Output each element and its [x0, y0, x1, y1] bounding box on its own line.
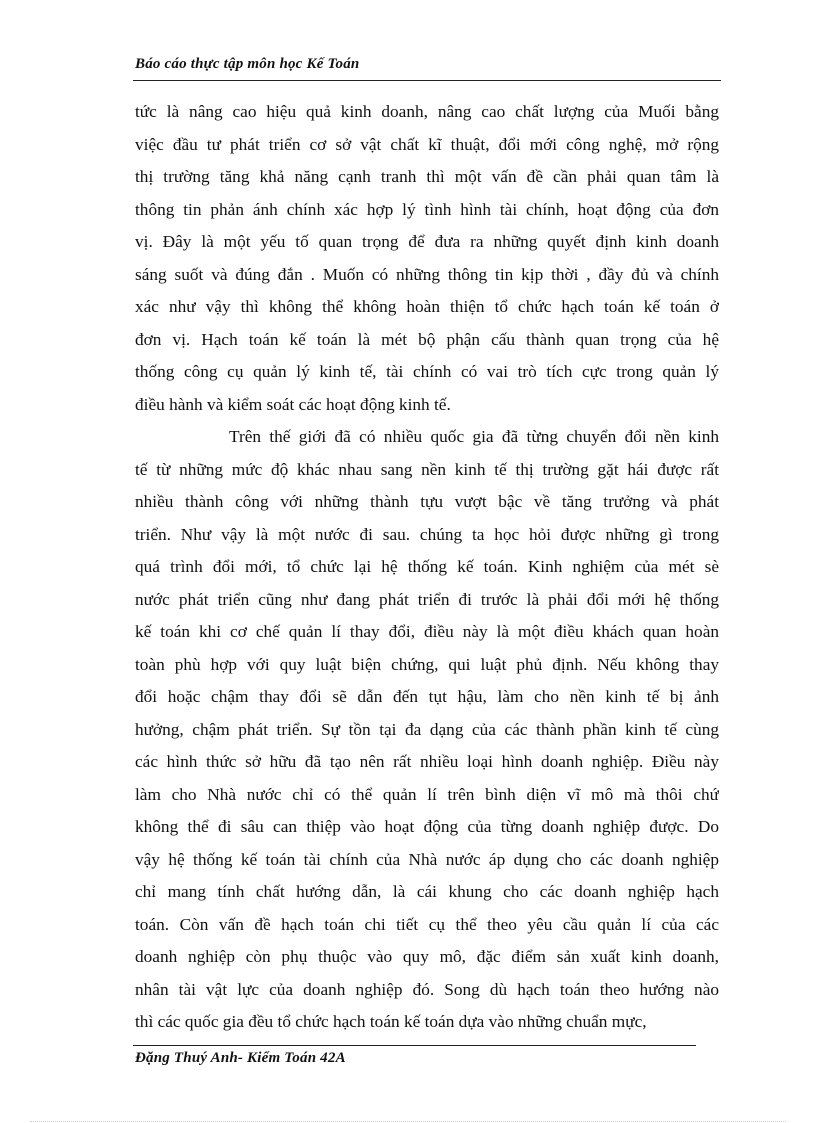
paragraph-1-line: việc đầu tư phát triển cơ sở vật chất kĩ thuật, đổi mới công nghệ, mở rộng — [135, 134, 719, 154]
paragraph-1-line: sáng suốt và đúng đắn . Muốn có những thông tin kịp thời , đầy đủ và chính — [135, 264, 719, 284]
paragraph-2-line: thì các quốc gia đều tổ chức hạch toán kế toán dựa vào những chuẩn mực, — [135, 1012, 647, 1031]
paragraph-1-line: vị. Đây là một yếu tố quan trọng để đưa ra những quyết định kinh doanh — [135, 232, 719, 251]
paragraph-2-line: nước phát triển cũng như đang phát triển đi trước là phải đổi mới hệ thống — [135, 589, 719, 609]
paragraph-1-line: điều hành và kiểm soát các hoạt động kinh tế. — [135, 394, 451, 414]
paragraph-1-line: thống công cụ quản lý kinh tế, tài chính có vai trò tích cực trong quản lý — [135, 362, 719, 381]
footer-divider — [133, 1045, 696, 1046]
page-footer: Đặng Thuý Anh- Kiểm Toán 42A — [135, 1050, 346, 1066]
paragraph-2-line: toán. Còn vấn đề hạch toán chi tiết cụ thể theo yêu cầu quản lí của các — [135, 914, 719, 934]
paragraph-2-line: vậy hệ thống kế toán tài chính của Nhà nước áp dụng cho các doanh nghiệp — [135, 849, 719, 869]
paragraph-2-line: kế toán khi cơ chế quản lí thay đổi, điều này là một điều khách quan hoàn — [135, 622, 719, 641]
page-header: Báo cáo thực tập môn học Kế Toán — [135, 56, 360, 72]
paragraph-2-line: quá trình đổi mới, tổ chức lại hệ thống kế toán. Kinh nghiệm của mét sè — [135, 557, 719, 576]
paragraph-1-line: đơn vị. Hạch toán kế toán là mét bộ phận cấu thành quan trọng của hệ — [135, 329, 719, 349]
paragraph-2-line: chỉ mang tính chất hướng dẫn, là cái khung cho các doanh nghiệp hạch — [135, 882, 719, 901]
paragraph-1-line: thông tin phản ánh chính xác hợp lý tình hình tài chính, hoạt động của đơn — [135, 199, 719, 219]
paragraph-2-line: làm cho Nhà nước chỉ có thể quản lí trên bình diện vĩ mô mà thôi chứ — [135, 784, 719, 804]
page-edge-divider — [30, 1121, 786, 1122]
paragraph-2-line: không thể đi sâu can thiệp vào hoạt động của từng doanh nghiệp được. Do — [135, 817, 719, 836]
paragraph-1-line: xác như vậy thì không thể không hoàn thiện tổ chức hạch toán kế toán ở — [135, 297, 719, 316]
document-body — [135, 96, 719, 1039]
paragraph-2-line: hưởng, chậm phát triển. Sự tồn tại đa dạng của các thành phần kinh tế cùng — [135, 719, 719, 739]
paragraph-2-line: tế từ những mức độ khác nhau sang nền kinh tế thị trường gặt hái được rất — [135, 459, 719, 479]
paragraph-2-line: nhiều thành công với những thành tựu vượt bậc về tăng trưởng và phát — [135, 492, 719, 511]
paragraph-1-line: tức là nâng cao hiệu quả kinh doanh, nâng cao chất lượng của Muối bằng — [135, 102, 719, 121]
paragraph-2-line: doanh nghiệp còn phụ thuộc vào quy mô, đặc điểm sản xuất kinh doanh, — [135, 947, 719, 966]
paragraph-1-line: thị trường tăng khả năng cạnh tranh thì một vấn đề cần phải quan tâm là — [135, 167, 719, 186]
paragraph-2-line: Trên thế giới đã có nhiều quốc gia đã từng chuyển đổi nền kinh — [229, 427, 719, 446]
header-divider — [133, 80, 721, 81]
paragraph-2-line: đổi hoặc chậm thay đổi sẽ dẫn đến tụt hậu, làm cho nền kinh tế bị ảnh — [135, 687, 719, 706]
paragraph-2-line: triển. Như vậy là một nước đi sau. chúng ta học hỏi được những gì trong — [135, 524, 719, 544]
paragraph-2-line: nhân tài vật lực của doanh nghiệp đó. Song dù hạch toán theo hướng nào — [135, 979, 719, 999]
paragraph-2-line: các hình thức sở hữu đã tạo nên rất nhiều loại hình doanh nghiệp. Điều này — [135, 752, 719, 771]
paragraph-2-line: toàn phù hợp với quy luật biện chứng, qui luật phủ định. Nếu không thay — [135, 654, 719, 674]
